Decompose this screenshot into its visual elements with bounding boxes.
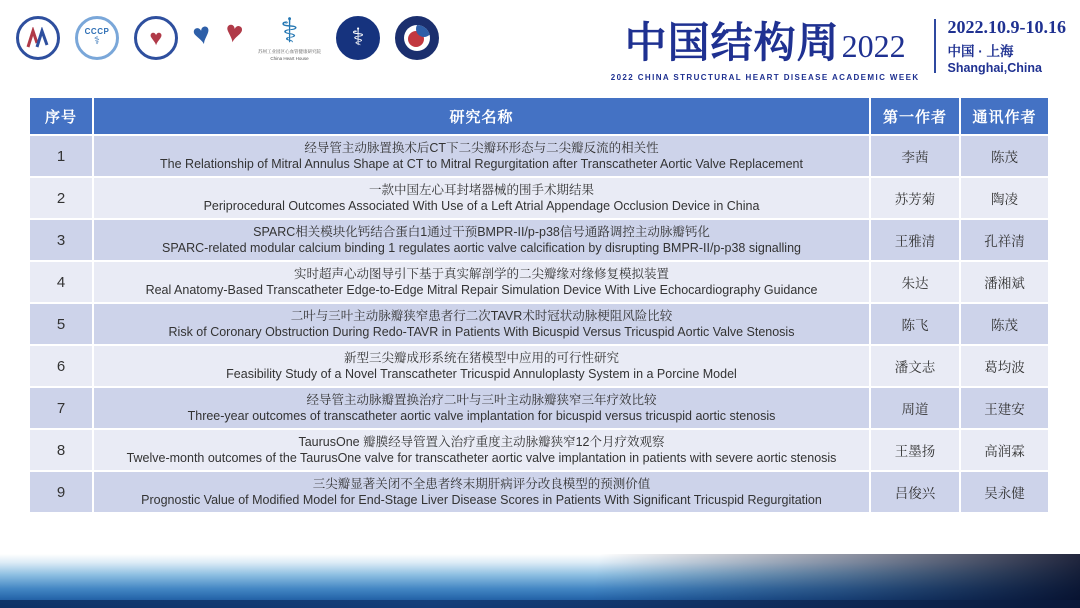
row-number: 6 <box>30 346 92 386</box>
first-author: 朱达 <box>871 262 959 302</box>
caduceus-society-logo-icon <box>336 16 380 60</box>
col-header-no: 序号 <box>30 98 92 134</box>
study-title-cn: TaurusOne 瓣膜经导管置入治疗重度主动脉瓣狭窄12个月疗效观察 <box>298 434 665 449</box>
blue-heart-icon: ♥ <box>189 16 214 53</box>
study-title-cell <box>94 178 869 218</box>
study-title-cell <box>94 262 869 302</box>
event-subtitle: 2022 CHINA STRUCTURAL HEART DISEASE ACADEMIC WEEK <box>610 73 920 82</box>
first-author: 陈飞 <box>871 304 959 344</box>
study-title-en: The Relationship of Mitral Annulus Shape at CT to Mitral Regurgitation after Transcatheter Aortic Valve Replacement <box>160 157 803 171</box>
study-title-en: Prognostic Value of Modified Model for End-Stage Liver Disease Scores in Patients With Significant Tricuspid Regurgitation <box>141 493 822 507</box>
corresponding-author: 葛均波 <box>961 346 1048 386</box>
corresponding-author: 陈茂 <box>961 136 1048 176</box>
corresponding-author: 孔祥清 <box>961 220 1048 260</box>
first-author: 潘文志 <box>871 346 959 386</box>
emblem-figures-icon <box>25 27 51 49</box>
first-author: 王雅清 <box>871 220 959 260</box>
bottom-wave-decoration <box>0 554 1080 608</box>
swirl-society-logo-icon <box>395 16 439 60</box>
row-number: 1 <box>30 136 92 176</box>
row-number: 9 <box>30 472 92 512</box>
col-header-corresponding-author: 通讯作者 <box>961 98 1048 134</box>
first-author: 周道 <box>871 388 959 428</box>
study-title-cell <box>94 346 869 386</box>
caduceus-icon: ⚕ <box>94 35 100 48</box>
study-title-cell <box>94 220 869 260</box>
study-title-cn: 二叶与三叶主动脉瓣狭窄患者行二次TAVR术时冠状动脉梗阻风险比较 <box>290 308 673 323</box>
study-title-cell <box>94 136 869 176</box>
event-title-year: 2022 <box>841 28 906 64</box>
study-title-en: Periprocedural Outcomes Associated With Use of a Left Atrial Appendage Occlusion Device in China <box>203 199 760 213</box>
first-author: 吕俊兴 <box>871 472 959 512</box>
event-title-block <box>611 10 1066 82</box>
title-divider <box>934 19 936 73</box>
red-heart-icon: ♥ <box>222 14 246 51</box>
row-number: 5 <box>30 304 92 344</box>
study-title-cell <box>94 430 869 470</box>
study-title-cell <box>94 388 869 428</box>
swirl-icon <box>404 25 430 51</box>
row-number: 8 <box>30 430 92 470</box>
study-title-en: Real Anatomy-Based Transcatheter Edge-to-Edge Mitral Repair Simulation Device With Live Echocardiography Guidance <box>145 283 818 297</box>
study-title-cn: 经导管主动脉置换术后CT下二尖瓣环形态与二尖瓣反流的相关性 <box>304 140 659 155</box>
study-title-en: Risk of Coronary Obstruction During Redo-TAVR in Patients With Bicuspid Versus Tricuspid Aortic Valve Stenosis <box>168 325 795 339</box>
row-number: 4 <box>30 262 92 302</box>
event-date-range: 2022.10.9-10.16 <box>947 17 1066 37</box>
twin-hearts-handshake-logo-icon <box>189 14 246 60</box>
corresponding-author: 陈茂 <box>961 304 1048 344</box>
col-header-first-author: 第一作者 <box>871 98 959 134</box>
study-title-cn: 实时超声心动图导引下基于真实解剖学的二尖瓣缘对缘修复模拟装置 <box>293 266 669 281</box>
heart-ring-logo-icon <box>134 16 178 60</box>
event-location-en: Shanghai,China <box>947 61 1042 75</box>
corresponding-author: 陶凌 <box>961 178 1048 218</box>
cccp-label: CCCP <box>84 27 110 37</box>
row-number: 7 <box>30 388 92 428</box>
red-blue-emblem-logo-icon <box>16 16 60 60</box>
china-heart-house-label-en: China Heart House <box>270 55 309 61</box>
study-title-en: SPARC-related modular calcium binding 1 regulates aortic valve calcification by disrupting BMPR-II/p-p38 signalling <box>162 241 801 255</box>
study-title-cn: 新型三尖瓣成形系统在猪模型中应用的可行性研究 <box>343 350 619 365</box>
china-heart-house-label-cn: 苏州工业园区心血管健康研究院 <box>258 49 321 54</box>
caduceus-icon: ⚕ <box>351 23 365 51</box>
study-title-cell <box>94 304 869 344</box>
row-number: 2 <box>30 178 92 218</box>
heart-icon: ♥ <box>149 24 163 50</box>
study-title-cn: 三尖瓣显著关闭不全患者终末期肝病评分改良模型的预测价值 <box>312 476 651 491</box>
first-author: 李茜 <box>871 136 959 176</box>
studies-table <box>30 98 1048 512</box>
study-title-en: Feasibility Study of a Novel Transcatheter Tricuspid Annuloplasty System in a Porcine Model <box>226 367 737 381</box>
event-date-block <box>948 17 1067 75</box>
study-title-cn: 一款中国左心耳封堵器械的围手术期结果 <box>368 182 594 197</box>
cccp-logo-icon <box>75 16 119 60</box>
study-title-cell <box>94 472 869 512</box>
study-title-en: Three-year outcomes of transcatheter aortic valve implantation for bicuspid versus tricuspid aortic stenosis <box>187 409 776 423</box>
corresponding-author: 王建安 <box>961 388 1048 428</box>
row-number: 3 <box>30 220 92 260</box>
china-heart-house-logo-icon <box>258 14 321 62</box>
study-title-en: Twelve-month outcomes of the TaurusOne valve for transcatheter aortic valve implantation in patients with severe aortic stenosis <box>126 451 837 465</box>
study-title-cn: 经导管主动脉瓣置换治疗二叶与三叶主动脉瓣狭窄三年疗效比较 <box>306 392 657 407</box>
corresponding-author: 吴永健 <box>961 472 1048 512</box>
study-title-cn: SPARC相关模块化钙结合蛋白1通过干预BMPR-II/p-p38信号通路调控主动脉瓣钙化 <box>253 224 710 239</box>
first-author: 苏芳菊 <box>871 178 959 218</box>
organization-logos <box>16 14 439 62</box>
event-title-cn: 中国结构周 <box>624 21 840 67</box>
col-header-study-name: 研究名称 <box>94 98 869 134</box>
top-banner <box>0 0 1080 92</box>
caduceus-icon: ⚕ <box>280 12 299 50</box>
event-title <box>611 10 920 70</box>
corresponding-author: 高润霖 <box>961 430 1048 470</box>
corresponding-author: 潘湘斌 <box>961 262 1048 302</box>
first-author: 王墨扬 <box>871 430 959 470</box>
event-location-cn: 中国 · 上海 <box>947 44 1014 59</box>
